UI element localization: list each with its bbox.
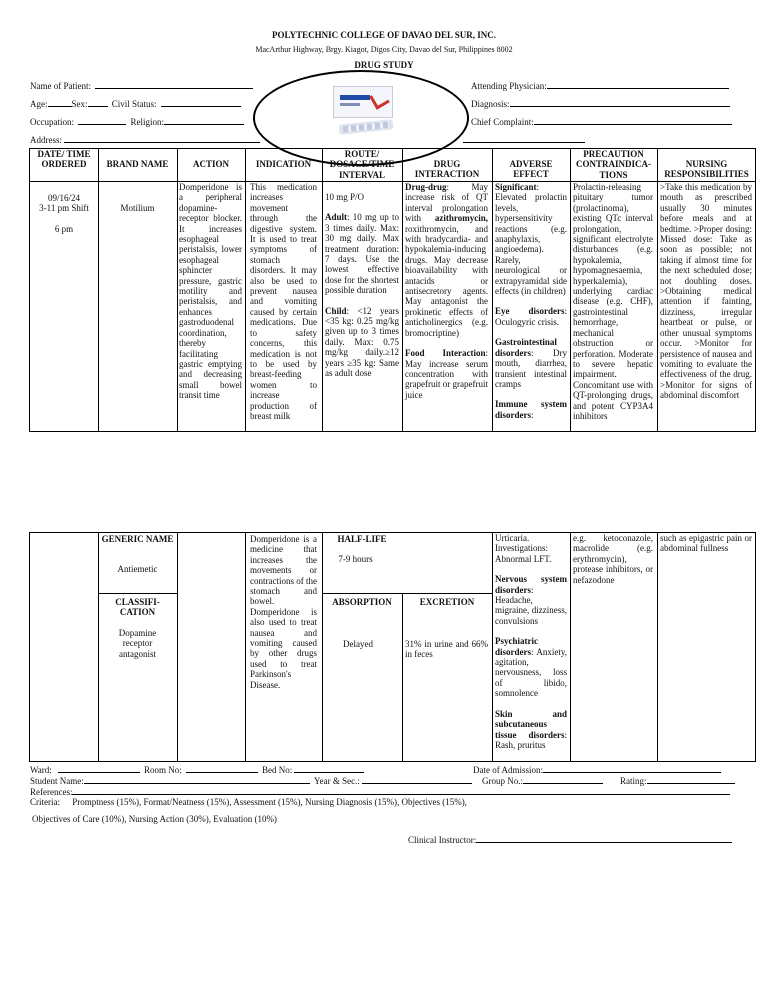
criteria-label: Criteria: (30, 797, 60, 807)
attending-label: Attending Physician: (471, 81, 547, 91)
child-dose-text: : <12 years <35 kg: 0.25 mg/kg given up to 3 times daily. Max: 0.75 mg/kg daily.≥12 years ≥35 kg: Same as adult dose (325, 305, 399, 379)
investigations-text: Urticaria. Investigations: Abnormal LFT. (495, 533, 552, 564)
adult-dose-text: : 10 mg up to 3 times daily. Max: 30 mg daily. Max treatment duration: 7 days. Use the lowest effective dose for the shortest possible duration (325, 212, 399, 296)
student-label: Student Name: (30, 776, 84, 786)
child-label: Child (325, 305, 347, 316)
header-precaution: PRECAUTION CONTRAINDICA-TIONS (575, 149, 651, 180)
chief-complaint-field[interactable] (471, 115, 732, 127)
classification-value: Dopamine receptor antagonist (118, 628, 157, 659)
half-life-label: HALF-LIFE (337, 534, 387, 544)
nervous-disorders-label: Nervous system disorders (495, 574, 567, 595)
date-time-cell (30, 193, 98, 234)
blister-pack-image (339, 119, 394, 135)
precaution-text-2: e.g. ketoconazole, macrolide (e.g. erythromycin), protease inhibitors, or nefazodone (573, 533, 653, 585)
address-field[interactable] (30, 133, 260, 145)
college-address: MacArthur Highway, Brgy. Kiagot, Digos City, Davao del Sur, Philippines 8002 (255, 45, 513, 54)
drug-drug-text-cont: roxithromycin, and with bradycardia- and hypokalemia-inducing drugs. May decrease bioavailability with antacids or antisecretory agents. May antagonist the prokinetic effects of anticholinergics (e.g. bromocriptine) (405, 223, 488, 338)
food-interaction-text: : May increase serum concentration with grapefruit or grapefruit juice (405, 348, 488, 400)
clinical-instructor-field[interactable] (408, 833, 732, 845)
complaint-label: Chief Complaint: (471, 117, 534, 127)
half-life-value: 7-9 hours (338, 554, 373, 564)
drug-drug-highlight: azithromycin, (434, 213, 488, 224)
attending-physician-field[interactable] (471, 79, 729, 91)
generic-name-value: Antiemetic (117, 564, 158, 574)
civil-status-label: Civil Status: (111, 99, 157, 109)
generic-class-divider (98, 593, 177, 594)
document-title: DRUG STUDY (354, 60, 414, 70)
header-indication: INDICATION (255, 159, 312, 169)
criteria-text-2: Objectives of Care (10%), Nursing Action (30%), Evaluation (10%) (32, 814, 277, 824)
excretion-label: EXCRETION (419, 597, 475, 607)
pharmacokinetics-divider (322, 593, 492, 594)
eye-disorders-label: Eye disorders (495, 306, 565, 317)
occupation-label: Occupation: (30, 117, 74, 127)
sex-label: Sex: (71, 99, 88, 109)
adverse-effect-cell-2 (495, 533, 567, 761)
references-field[interactable] (30, 785, 730, 797)
eye-disorders-text: : Oculogyric crisis. (495, 306, 567, 327)
header-adverse: ADVERSE EFFECT (509, 159, 553, 180)
indication-text-2: Domperidone is a medicine that increases the movements or contractions of the stomach and bowel. Domperidone is also used to treat nausea and vomiting caused by other drugs used to treat Parkinson's Disease. (250, 534, 317, 690)
immune-disorders-label: Immune system disorders (495, 399, 567, 420)
drug-box-image (333, 86, 393, 118)
patient-name-field[interactable] (30, 79, 253, 91)
significant-label: Significant (495, 182, 537, 192)
address-line-continued (463, 142, 585, 143)
header-interaction: DRUG INTERACTION (414, 159, 480, 180)
nursing-text-2: such as epigastric pain or abdominal fullness (660, 533, 752, 554)
instructor-label: Clinical Instructor: (408, 835, 477, 845)
occupation-religion-field[interactable] (30, 115, 244, 127)
action-text: Domperidone is a peripheral dopamine-receptor blocker. It increases esophageal peristalsis, lower esophageal sphincter pressure, gastric motility and peristalsis, and enhances gastroduodenal coordination, thereby facilitating gastric emptying and decreasing small bowel transit time (179, 182, 242, 401)
date-value: 09/16/24 (47, 193, 80, 203)
brand-name-value: Motilium (120, 203, 155, 213)
significant-text: : Elevated prolactin levels, hypersensitivity reactions (e.g. anaphylaxis, angioedema). Rarely, neurological or extrapyramidal side effects (in children) (495, 182, 567, 297)
adult-label: Adult (325, 212, 348, 223)
room-label: Room No: (144, 765, 182, 775)
nursing-responsibilities-text: >Take this medication by mouth as prescribed usually 30 minutes before meals and at bedtime. >Proper dosing: Missed dose: Take as soon as possible; not taking if almost time for the next scheduled dose; not doubling doses. >Obtaining medical attention if fainting, dizziness, irregular heartbeat or pulse, or other unusual symptoms occur. >Monitor for persistence of nausea and vomiting to evaluate the effectiveness of the drug. >Monitor for signs of abdominal discomfort (660, 182, 752, 401)
year-label: Year & Sec.: (314, 776, 360, 786)
route-dosage-cell (325, 182, 399, 379)
nervous-disorders-text: : Headache, migraine, dizziness, convulsions (495, 584, 567, 626)
header-date: DATE/ TIME ORDERED (37, 149, 91, 170)
gi-disorders-label: Gastrointestinal disorders (495, 337, 557, 358)
patient-name-label: Name of Patient: (30, 81, 91, 91)
age-sex-civil-field[interactable] (30, 97, 241, 109)
header-action: ACTION (192, 159, 229, 169)
religion-label: Religion: (130, 117, 164, 127)
criteria-line-1 (30, 797, 467, 807)
gi-disorders-text: : Dry mouth, diarrhea, transient intestinal cramps (495, 347, 567, 389)
college-name: POLYTECHNIC COLLEGE OF DAVAO DEL SUR, INC. (271, 30, 497, 40)
diagnosis-label: Diagnosis: (471, 99, 510, 109)
header-nursing: NURSING RESPONSIBILITIES (664, 159, 749, 180)
references-label: References: (30, 787, 73, 797)
group-label: Group No.: (482, 776, 523, 786)
adverse-effect-cell (495, 182, 567, 420)
rating-label: Rating: (620, 776, 647, 786)
admission-label: Date of Admission: (473, 765, 543, 775)
diagnosis-field[interactable] (471, 97, 730, 109)
age-label: Age: (30, 99, 48, 109)
skin-disorders-text: : Rash, pruritus (495, 729, 567, 750)
immune-disorders-text: : (531, 409, 534, 420)
indication-text: This medication increases movement through the digestive system. It is used to treat symptoms of stomach disorders. It may also be used to prevent nausea and vomiting caused by certain medications. Due to safety concerns, this medication is not to be used by breast-feeding women to increase production of breast milk (250, 182, 317, 421)
absorption-label: ABSORPTION (332, 597, 392, 607)
drug-drug-label: Drug-drug (405, 182, 447, 192)
shift-value: 3-11 pm Shift (39, 203, 89, 214)
time-value: 6 pm (54, 223, 74, 234)
ward-label: Ward: (30, 765, 52, 775)
psychiatric-disorders-label: Psychiatric disorders (495, 636, 538, 657)
classification-label: CLASSIFI-CATION (115, 597, 160, 618)
drug-interaction-cell (405, 182, 488, 400)
skin-disorders-label: Skin and subcutaneous tissue disorders (495, 708, 567, 740)
drug-drug-text: : May increase risk of QT interval prolongation with (405, 182, 488, 224)
generic-name-label: GENERIC NAME (101, 534, 174, 544)
address-label: Address: (30, 135, 62, 145)
bed-label: Bed No: (262, 765, 293, 775)
psychiatric-disorders-text: : Anxiety, agitation, nervousness, loss of libido, somnolence (495, 646, 567, 699)
criteria-text-1: Promptness (15%), Format/Neatness (15%), Assessment (15%), Nursing Diagnosis (15%), Objectives (15%), (72, 797, 467, 807)
header-brand: BRAND NAME (106, 159, 169, 169)
header-route: ROUTE/ DOSAGE/TIME INTERVAL (329, 149, 395, 180)
route-value: 10 mg P/O (325, 192, 365, 202)
absorption-excretion-divider (402, 593, 403, 762)
precaution-text: Prolactin-releasing pituitary tumor (prolactinoma), existing QTc interval prolongation, significant electrolyte disturbances (e.g. hypokalemia, hypomagnesaemia, hyperkalemia), underlying cardiac disease (e.g. CHF), gastrointestinal hemorrhage, mechanical obstruction or perforation. Moderate to severe hepatic impairment. Concomitant use with QT-prolonging drugs, and potent CYP3A4 inhibitors (573, 182, 653, 421)
excretion-value: 31% in urine and 66% in feces (405, 639, 488, 660)
food-interaction-label: Food Interaction (405, 348, 486, 359)
absorption-value: Delayed (343, 639, 373, 649)
